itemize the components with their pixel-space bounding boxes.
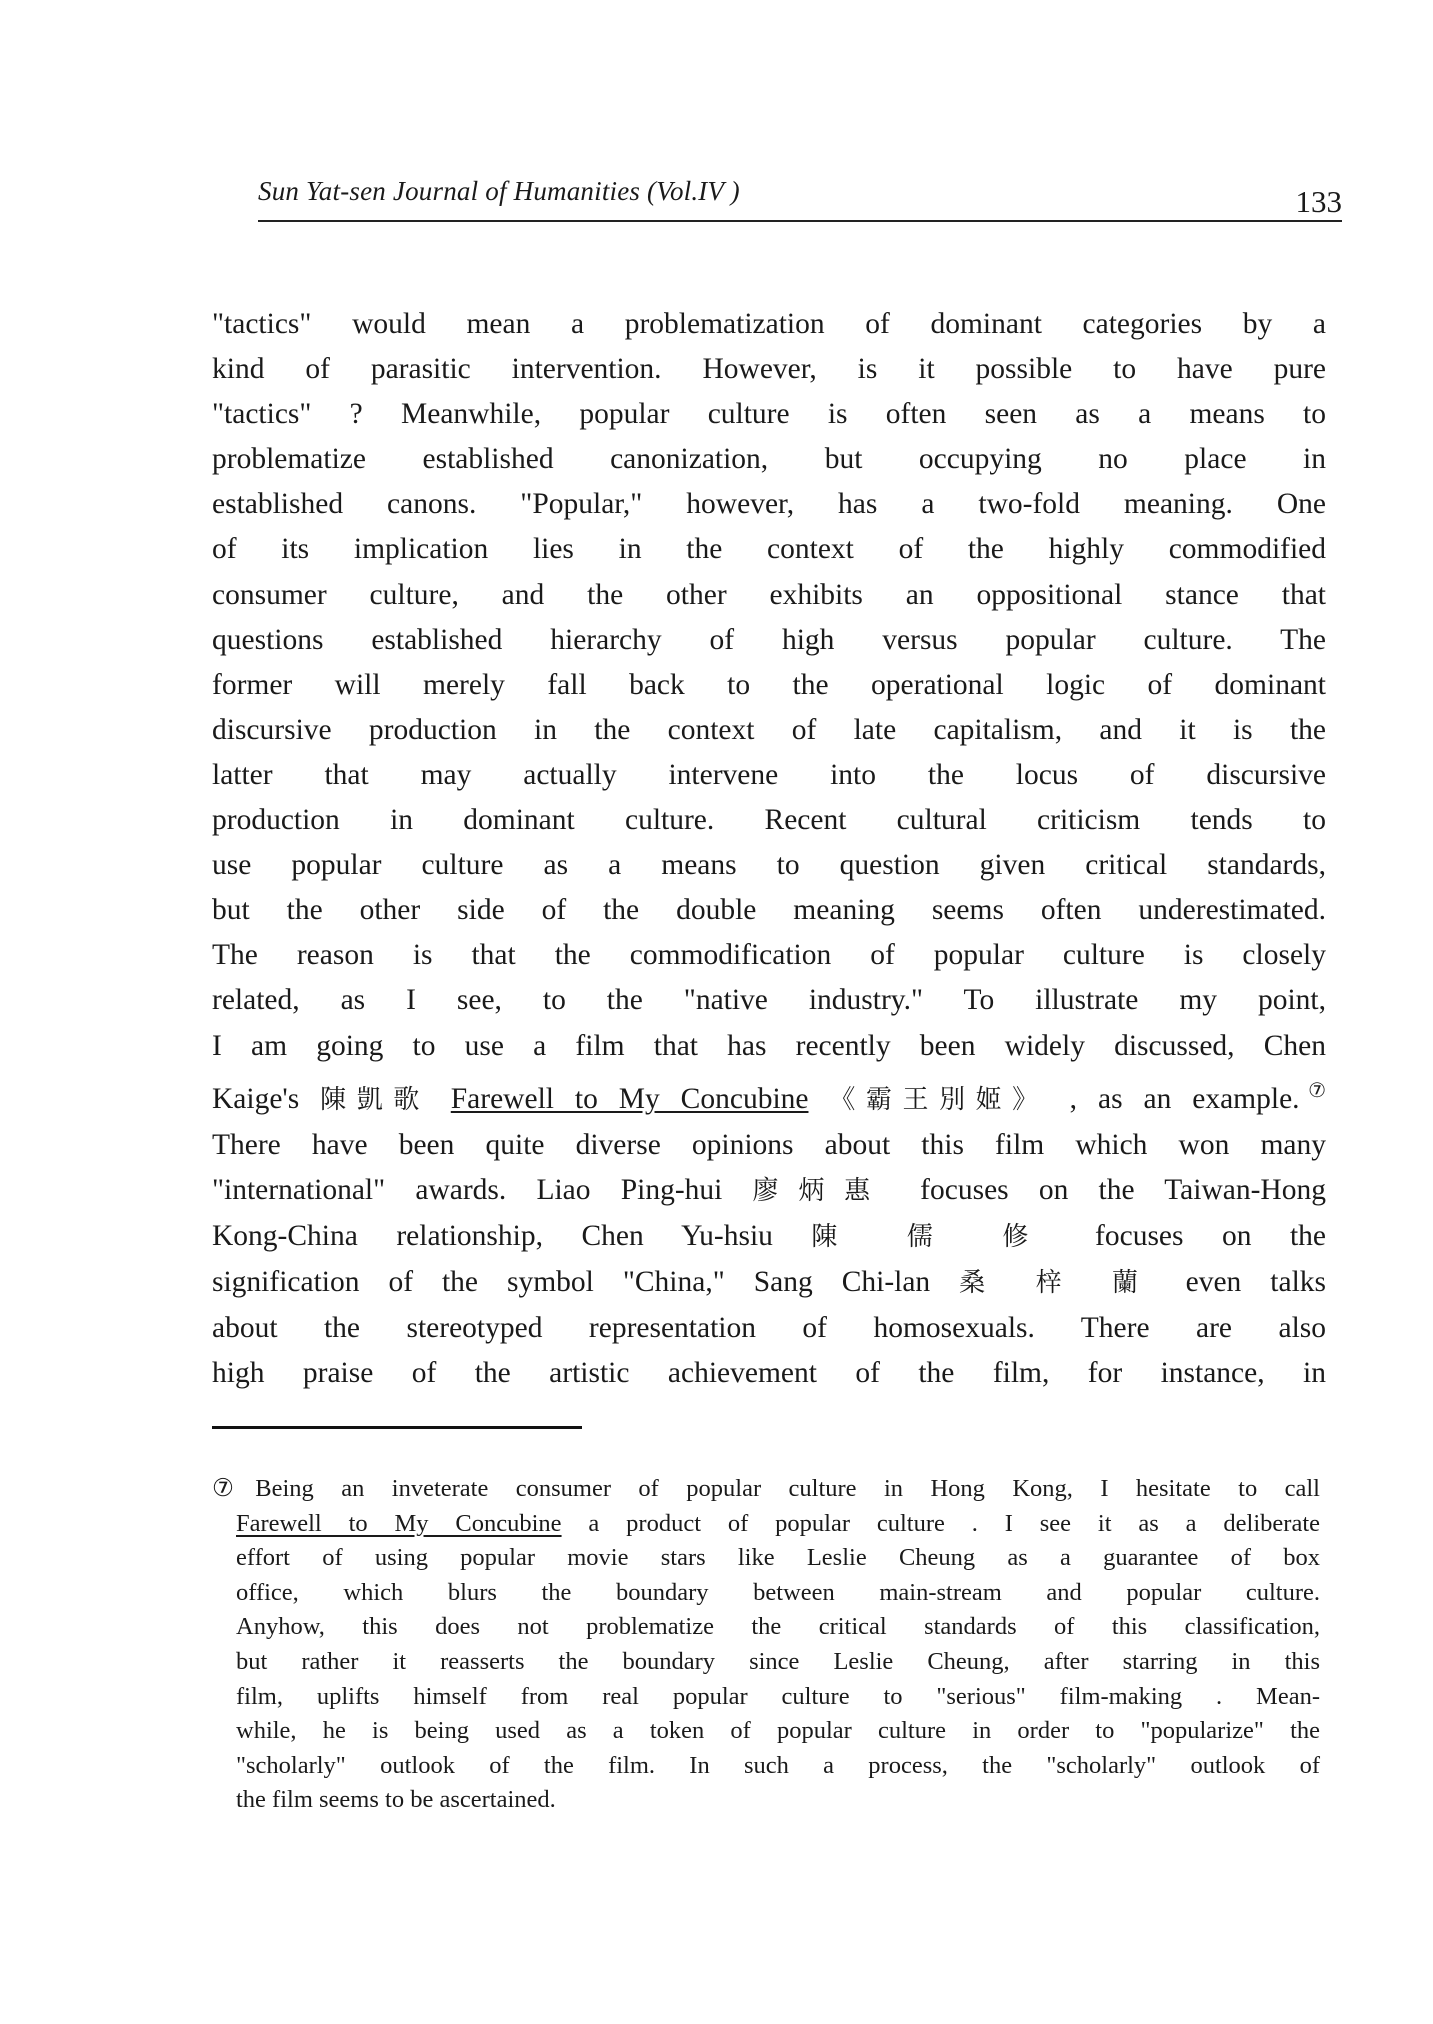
- body-line: use popular culture as a means to question given critical standards,: [212, 849, 1326, 882]
- body-line-film-title: [212, 1069, 1326, 1123]
- footnote-marker: ⑦: [212, 1475, 256, 1502]
- footnote-divider: [212, 1426, 582, 1429]
- footnote-line: "scholarly" outlook of the film. In such a process, the "scholarly" outlook of: [236, 1751, 1320, 1779]
- footnote-line: [212, 1507, 1320, 1542]
- body-line: "tactics" would mean a problematization of dominant categories by a: [212, 308, 1326, 340]
- text-segment: "international" awards. Liao Ping-hui: [212, 1173, 753, 1206]
- body-line: questions established hierarchy of high versus popular culture. The: [212, 623, 1326, 656]
- footnote-line: [212, 1472, 1320, 1507]
- chinese-film-title: 《霸王別姬》: [829, 1084, 1049, 1115]
- body-line: [212, 1260, 1326, 1306]
- journal-title: Sun Yat-sen Journal of Humanities (Vol.IV ): [258, 176, 740, 206]
- main-body-text: [212, 302, 1326, 1396]
- footnote-line: Anyhow, this does not problematize the critical standards of this classification,: [236, 1613, 1320, 1641]
- body-line: of its implication lies in the context of the highly commodified: [212, 533, 1326, 566]
- body-line: [212, 1214, 1326, 1260]
- page-number: 133: [1295, 184, 1342, 219]
- body-line: There have been quite diverse opinions about this film which won many: [212, 1128, 1326, 1161]
- body-line: consumer culture, and the other exhibits an oppositional stance that: [212, 578, 1326, 611]
- body-line: [212, 1168, 1326, 1214]
- chinese-name-sang-chi-lan: 桑 梓 蘭: [959, 1267, 1157, 1298]
- text-segment: Kong-China relationship, Chen Yu-hsiu: [212, 1219, 812, 1252]
- footnote-line: office, which blurs the boundary between main-stream and popular culture.: [236, 1578, 1320, 1606]
- body-line: latter that may actually intervene into the locus of discursive: [212, 758, 1326, 791]
- body-line: but the other side of the double meaning seems often underestimated.: [212, 894, 1326, 927]
- text-segment: signification of the symbol "China," Sang Chi-lan: [212, 1265, 960, 1298]
- text-segment: focuses on the Taiwan-Hong: [889, 1173, 1326, 1206]
- body-line: about the stereotyped representation of homosexuals. There are also: [212, 1311, 1326, 1344]
- text-segment: even talks: [1156, 1265, 1326, 1298]
- film-title: Farewell to My Concubine: [450, 1082, 809, 1115]
- body-line: problematize established canonization, but occupying no place in: [212, 443, 1326, 476]
- text-segment: a product of popular culture . I see it as a deliberate: [561, 1509, 1320, 1537]
- body-line: related, as I see, to the "native industry." To illustrate my point,: [212, 984, 1326, 1017]
- footnote-line: the film seems to be ascertained.: [236, 1786, 556, 1814]
- body-line: production in dominant culture. Recent cultural criticism tends to: [212, 804, 1326, 837]
- film-title: Farewell to My Concubine: [236, 1509, 562, 1537]
- body-line: The reason is that the commodification of popular culture is closely: [212, 939, 1326, 972]
- chinese-name-chen-kaige: 陳凱歌: [320, 1084, 430, 1115]
- footnote-line: but rather it reasserts the boundary since Leslie Cheung, after starring in this: [236, 1647, 1320, 1675]
- footnote: [212, 1472, 1320, 1818]
- running-header: [258, 176, 1342, 222]
- body-line: discursive production in the context of late capitalism, and it is the: [212, 713, 1326, 746]
- footnote-marker: ⑦: [1299, 1079, 1327, 1102]
- body-line: established canons. "Popular," however, has a two-fold meaning. One: [212, 488, 1326, 521]
- body-line: kind of parasitic intervention. However, is it possible to have pure: [212, 353, 1326, 386]
- text-segment: , as an example.: [1069, 1082, 1300, 1115]
- text-segment: Kaige's: [212, 1082, 321, 1115]
- footnote-line: film, uplifts himself from real popular culture to "serious" film-making . Mean-: [236, 1682, 1320, 1710]
- body-line: former will merely fall back to the operational logic of dominant: [212, 668, 1326, 701]
- body-line: I am going to use a film that has recently been widely discussed, Chen: [212, 1029, 1326, 1062]
- body-line: "tactics" ? Meanwhile, popular culture is often seen as a means to: [212, 398, 1326, 431]
- footnote-line: effort of using popular movie stars like Leslie Cheung as a guarantee of box: [236, 1544, 1320, 1572]
- chinese-name-liao-ping-hui: 廖炳惠: [752, 1175, 890, 1206]
- chinese-name-chen-yu-hsiu: 陳 儒 修: [811, 1221, 1057, 1252]
- text-segment: focuses on the: [1056, 1219, 1327, 1252]
- text-segment: Being an inveterate consumer of popular culture in Hong Kong, I hesitate to call: [255, 1475, 1320, 1502]
- body-line: high praise of the artistic achievement of the film, for instance, in: [212, 1356, 1326, 1389]
- footnote-line: while, he is being used as a token of popular culture in order to "popularize" the: [236, 1717, 1320, 1745]
